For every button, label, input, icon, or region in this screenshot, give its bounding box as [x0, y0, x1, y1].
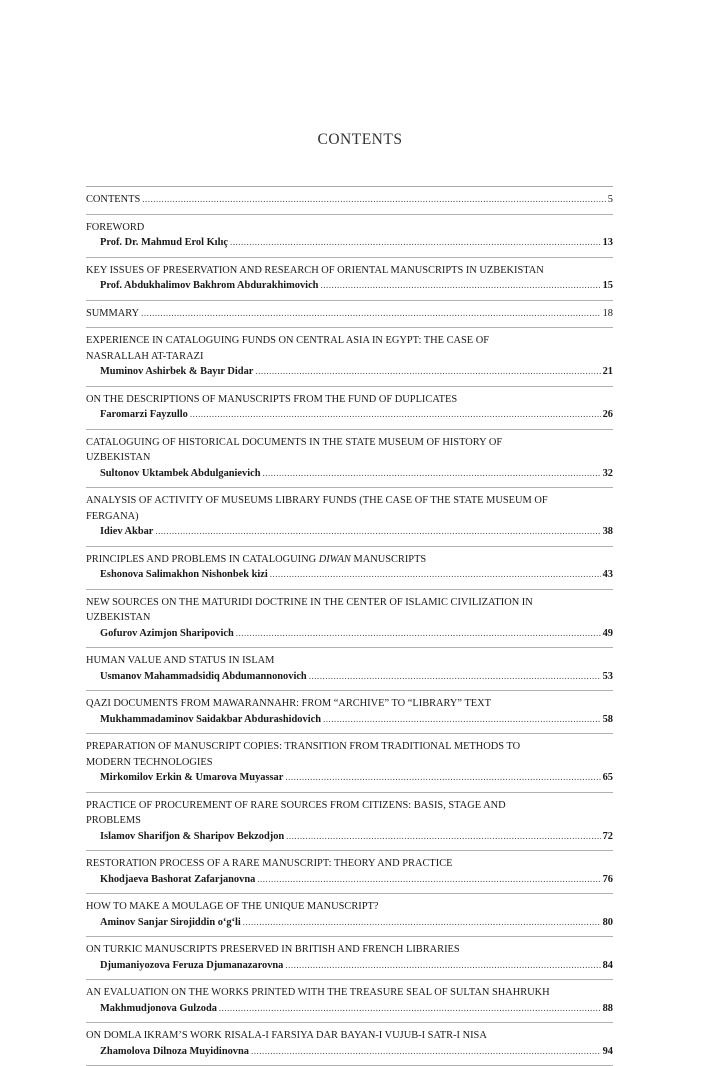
page-number: 32 — [602, 467, 613, 479]
page-number: 26 — [602, 409, 613, 420]
entry-author: Prof. Abdukhalimov Bakhrom Abdurakhimovich — [100, 280, 319, 291]
toc-entry[interactable] — [86, 328, 613, 387]
entry-title-line: KEY ISSUES OF PRESERVATION AND RESEARCH OF ORIENTAL MANUSCRIPTS IN UZBEKISTAN — [86, 264, 544, 276]
toc-entry[interactable] — [86, 187, 613, 215]
page-number: 43 — [602, 569, 613, 580]
entry-author: Sultonov Uktambek Abdulganievich — [100, 467, 261, 479]
entry-leader-row — [86, 278, 613, 294]
entry-title-line: FOREWORD — [86, 221, 145, 233]
entry-title-text: PRINCIPLES AND PROBLEMS IN CATALOGUING — [86, 553, 319, 565]
entry-leader-row — [86, 626, 613, 642]
toc-entry[interactable] — [86, 258, 613, 301]
dot-leader — [236, 626, 601, 642]
entry-leader-row — [86, 567, 613, 583]
dot-leader — [219, 1001, 601, 1017]
toc-entry[interactable] — [86, 980, 613, 1023]
page-title: CONTENTS — [317, 131, 403, 148]
entry-author: Khodjaeva Bashorat Zafarjanovna — [100, 873, 256, 885]
entry-title: SUMMARY — [86, 307, 140, 319]
dot-leader — [263, 466, 601, 482]
page-number: 38 — [602, 526, 613, 537]
entry-author: Usmanov Mahammadsidiq Abdumannonovich — [100, 670, 307, 682]
toc-entry[interactable] — [86, 488, 613, 547]
entry-leader-row — [86, 915, 613, 931]
entry-author: Gofurov Azimjon Sharipovich — [100, 627, 234, 639]
dot-leader — [243, 915, 601, 931]
page-number: 94 — [602, 1045, 613, 1057]
entry-leader-row — [86, 770, 613, 786]
entry-leader-row — [86, 524, 613, 540]
dot-leader — [190, 407, 601, 423]
entry-title-line: PROBLEMS — [86, 815, 141, 826]
entry-author: Zhamolova Dilnoza Muyidinovna — [100, 1045, 249, 1057]
toc-entry[interactable] — [86, 793, 613, 852]
dot-leader — [251, 1044, 601, 1060]
entry-leader-row — [86, 669, 613, 685]
entry-author: Djumaniyozova Feruza Djumanazarovna — [100, 959, 284, 971]
toc-entry[interactable] — [86, 851, 613, 894]
entry-leader-row — [86, 306, 613, 322]
toc-entry[interactable] — [86, 734, 613, 793]
entry-leader-row — [86, 872, 613, 888]
toc-entry[interactable] — [86, 691, 613, 734]
entry-title-line: ON THE DESCRIPTIONS OF MANUSCRIPTS FROM THE FUND OF DUPLICATES — [86, 393, 458, 405]
entry-title-line: HOW TO MAKE A MOULAGE OF THE UNIQUE MANUSCRIPT? — [86, 901, 379, 912]
entry-title-line: HUMAN VALUE AND STATUS IN ISLAM — [86, 655, 275, 666]
page-number: 5 — [607, 194, 613, 205]
entry-title-line: RESTORATION PROCESS OF A RARE MANUSCRIPT: THEORY AND PRACTICE — [86, 858, 453, 869]
entry-author: Idiev Akbar — [100, 526, 154, 537]
entry-title-line: PREPARATION OF MANUSCRIPT COPIES: TRANSITION FROM TRADITIONAL METHODS TO — [86, 741, 521, 752]
toc-entry[interactable] — [86, 215, 613, 258]
entry-title-line: UZBEKISTAN — [86, 452, 151, 463]
toc-entry[interactable] — [86, 547, 613, 590]
entry-leader-row — [86, 466, 613, 482]
page-number: 65 — [602, 772, 613, 783]
entry-leader-row — [86, 1001, 613, 1017]
entry-title-line: PRACTICE OF PROCUREMENT OF RARE SOURCES FROM CITIZENS: BASIS, STAGE AND — [86, 799, 506, 811]
entry-title-line: NASRALLAH AT-TARAZI — [86, 350, 204, 362]
entry-author: Muminov Ashirbek & Bayır Didar — [100, 366, 254, 377]
entry-author: Prof. Dr. Mahmud Erol Kılıç — [100, 237, 228, 248]
toc-entry[interactable] — [86, 590, 613, 649]
page-number: 76 — [602, 873, 613, 885]
page-number: 15 — [602, 280, 613, 291]
entry-title-line: ANALYSIS OF ACTIVITY OF MUSEUMS LIBRARY FUNDS (THE CASE OF THE STATE MUSEUM OF — [86, 495, 548, 506]
toc-entry[interactable] — [86, 430, 613, 489]
entry-author: Aminov Sanjar Sirojiddin o‘g‘li — [100, 916, 241, 928]
dot-leader — [257, 872, 600, 888]
entry-leader-row — [86, 958, 613, 974]
entry-leader-row — [86, 829, 613, 845]
entry-title-text: MANUSCRIPTS — [350, 553, 427, 565]
entry-title-line: ON TURKIC MANUSCRIPTS PRESERVED IN BRITISH AND FRENCH LIBRARIES — [86, 944, 460, 955]
dot-leader — [286, 829, 600, 845]
page-number: 84 — [602, 959, 613, 971]
entry-title-line: QAZI DOCUMENTS FROM MAWARANNAHR: FROM “ARCHIVE” TO “LIBRARY” TEXT — [86, 698, 491, 709]
page-number: 80 — [602, 916, 613, 928]
entry-author: Faromarzi Fayzullo — [100, 409, 188, 420]
entry-title-line: CATALOGUING OF HISTORICAL DOCUMENTS IN THE STATE MUSEUM OF HISTORY OF — [86, 436, 503, 448]
page-number: 58 — [602, 713, 613, 725]
dot-leader — [285, 958, 600, 974]
entry-title — [86, 552, 613, 568]
entry-author: Makhmudjonova Gulzoda — [100, 1002, 217, 1014]
entry-author: Islamov Sharifjon & Sharipov Bekzodjon — [100, 830, 285, 842]
entry-leader-row — [86, 364, 613, 380]
dot-leader — [309, 669, 601, 685]
entry-title-italic: DIWAN — [318, 553, 351, 565]
entry-leader-row — [86, 407, 613, 423]
page-number: 49 — [602, 627, 613, 639]
page-number: 72 — [602, 830, 613, 842]
toc-list — [86, 186, 613, 1066]
toc-entry[interactable] — [86, 301, 613, 329]
dot-leader — [323, 712, 601, 728]
entry-leader-row — [86, 235, 613, 251]
entry-title-line: NEW SOURCES ON THE MATURIDI DOCTRINE IN THE CENTER OF ISLAMIC CIVILIZATION IN — [86, 596, 533, 608]
dot-leader — [142, 192, 606, 208]
toc-entry[interactable] — [86, 1023, 613, 1066]
toc-entry[interactable] — [86, 894, 613, 937]
page-number: 53 — [602, 670, 613, 682]
entry-title: CONTENTS — [86, 194, 141, 205]
toc-entry[interactable] — [86, 648, 613, 691]
entry-title-line: AN EVALUATION ON THE WORKS PRINTED WITH THE TREASURE SEAL OF SULTAN SHAHRUKH — [86, 987, 550, 998]
toc-entries — [86, 187, 613, 1066]
dot-leader — [155, 524, 600, 540]
entry-title-line: FERGANA) — [86, 510, 139, 522]
page-number: 88 — [602, 1002, 613, 1014]
page-number: 18 — [602, 307, 613, 319]
dot-leader — [230, 235, 601, 251]
entry-title-line: UZBEKISTAN — [86, 612, 151, 623]
entry-leader-row — [86, 712, 613, 728]
entry-leader-row — [86, 192, 613, 208]
dot-leader — [320, 278, 600, 294]
entry-author: Mirkomilov Erkin & Umarova Muyassar — [100, 772, 284, 783]
entry-title-line: ON DOMLA IKRAM’S WORK RISALA-I FARSIYA DAR BAYAN-I VUJUB-I SATR-I NISA — [86, 1030, 487, 1041]
page-number: 21 — [602, 366, 613, 377]
entry-author: Eshonova Salimakhon Nishonbek kizi — [100, 569, 268, 580]
dot-leader — [255, 364, 600, 380]
toc-entry[interactable] — [86, 937, 613, 980]
toc-entry[interactable] — [86, 387, 613, 430]
dot-leader — [141, 306, 600, 322]
dot-leader — [285, 770, 600, 786]
entry-leader-row — [86, 1044, 613, 1060]
dot-leader — [270, 567, 601, 583]
entry-title-line: MODERN TECHNOLOGIES — [86, 756, 213, 768]
entry-title-line: EXPERIENCE IN CATALOGUING FUNDS ON CENTRAL ASIA IN EGYPT: THE CASE OF — [86, 335, 490, 346]
entry-author: Mukhammadaminov Saidakbar Abdurashidovich — [100, 713, 321, 725]
page-number: 13 — [602, 237, 613, 248]
